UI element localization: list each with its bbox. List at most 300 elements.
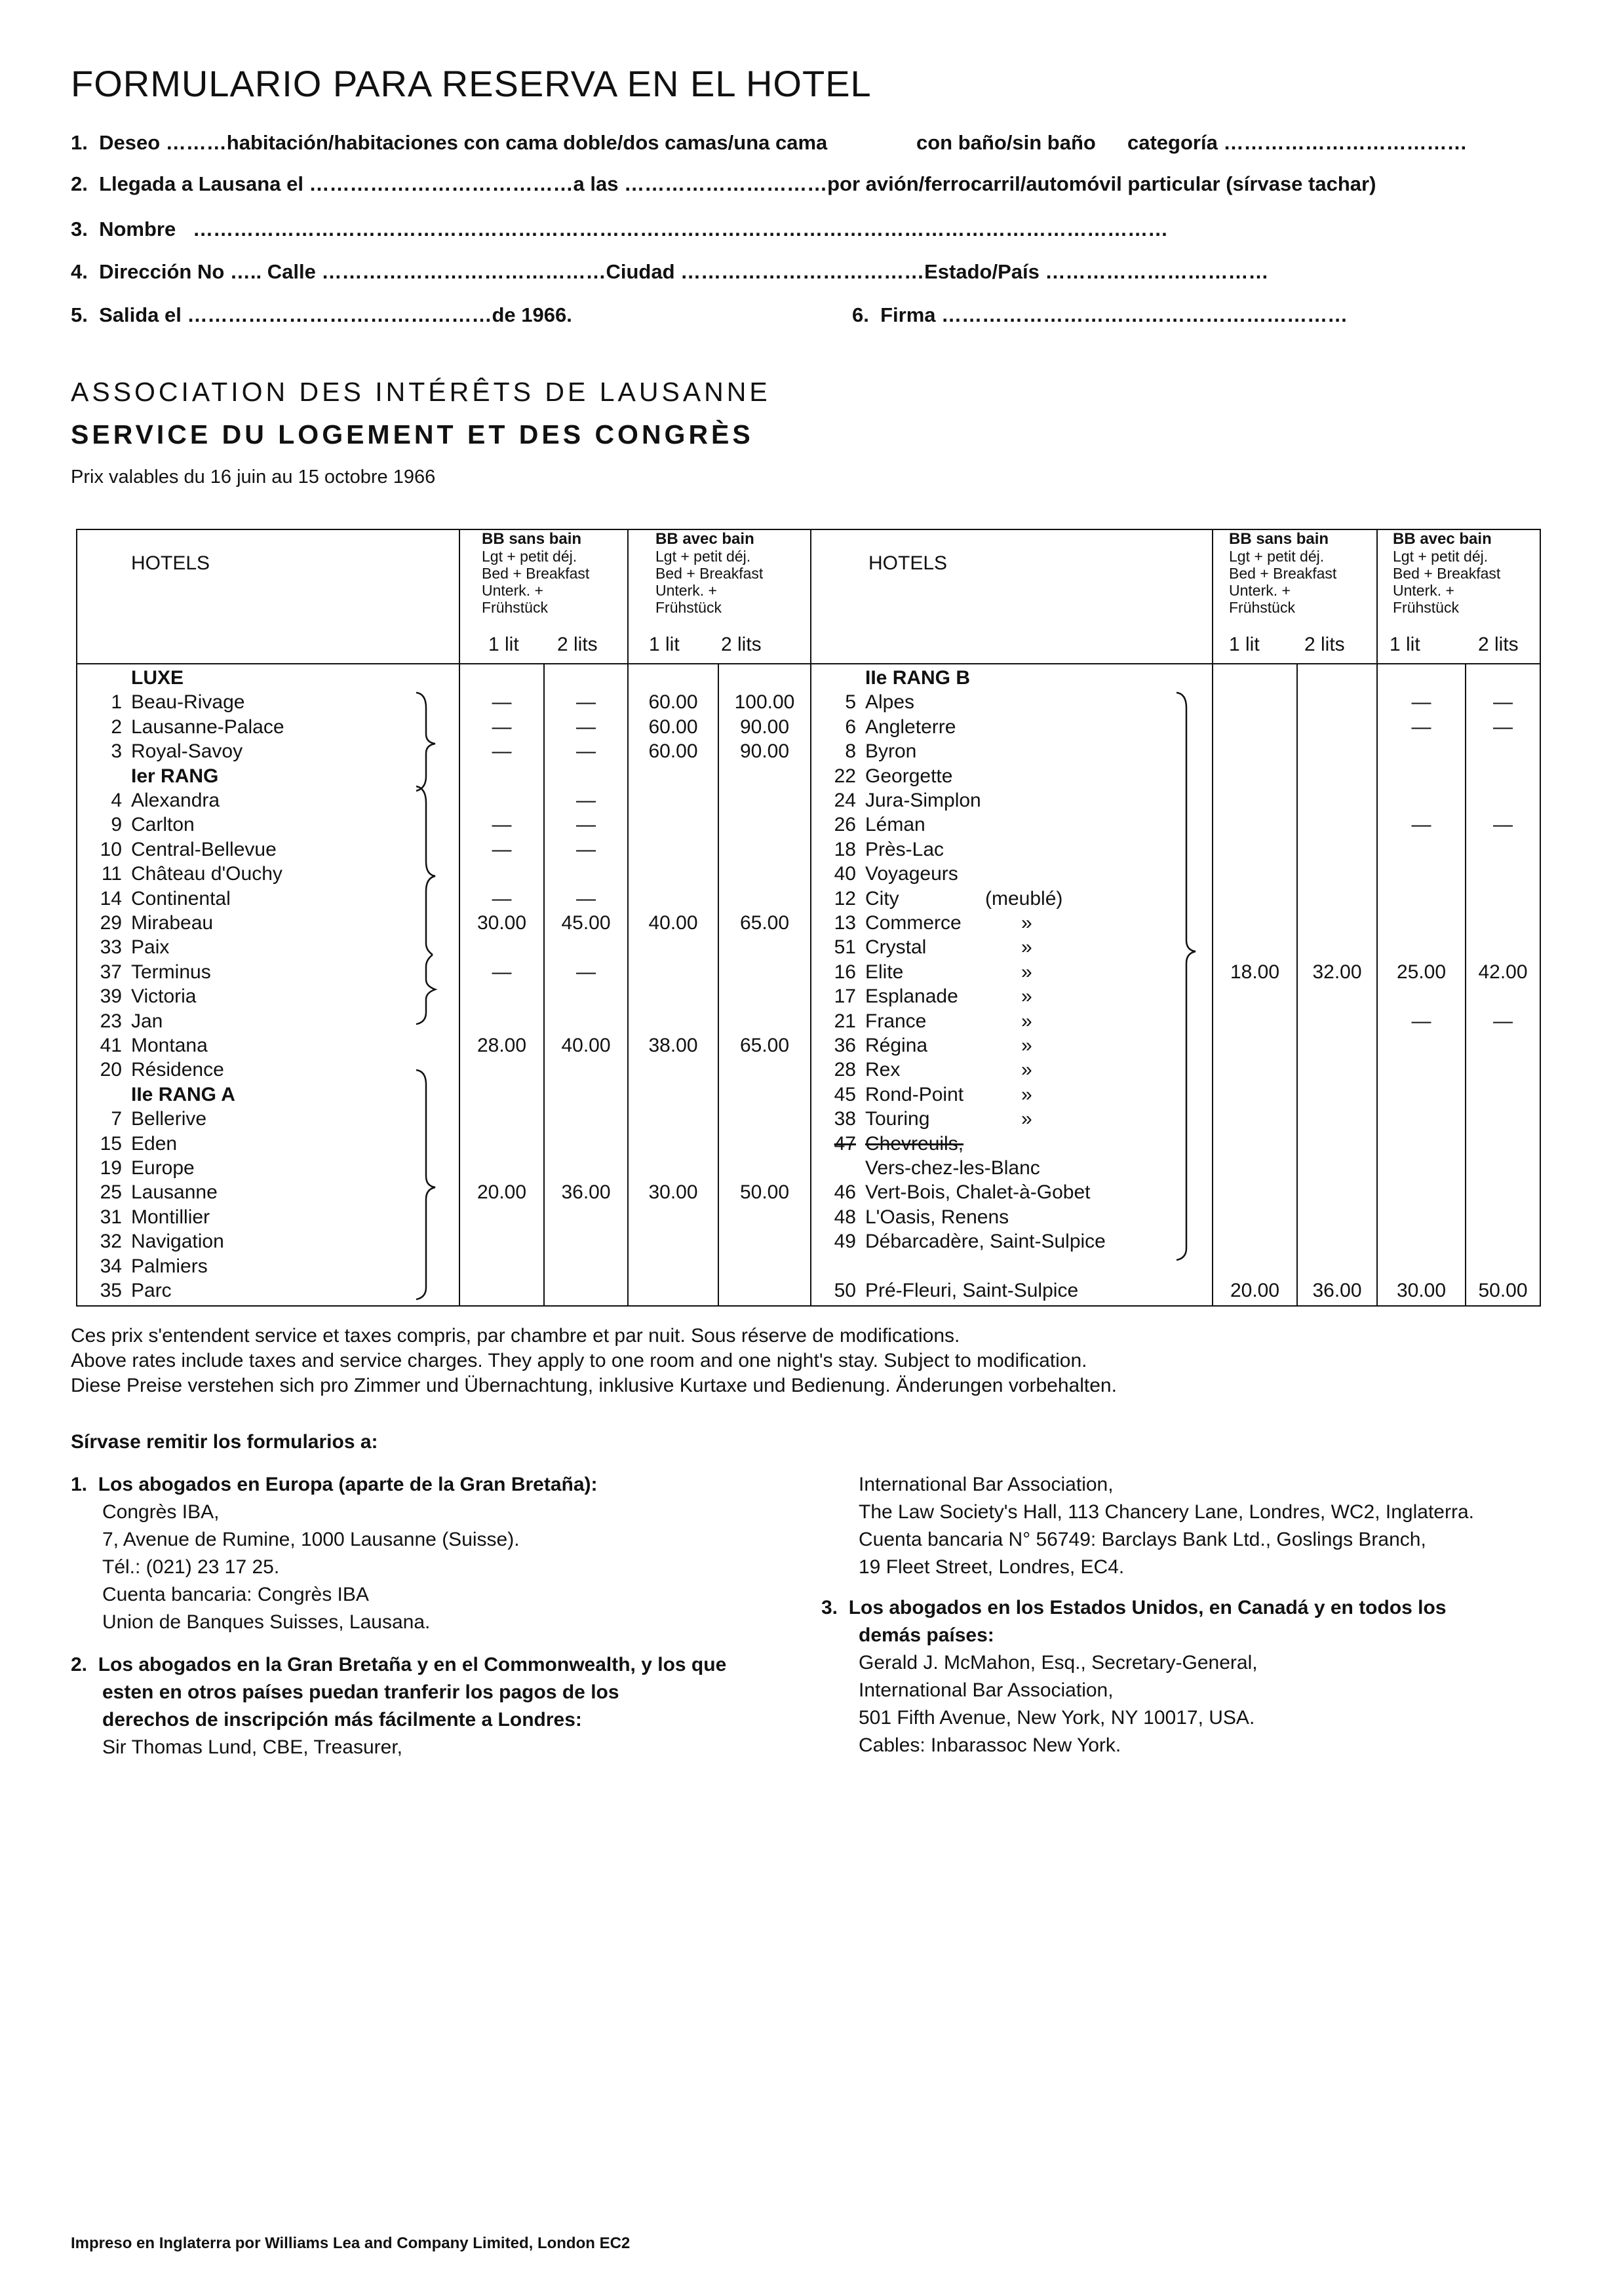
hotel-name: Commerce	[865, 912, 962, 934]
lit2-header: 2 lits	[1478, 634, 1519, 655]
hotel-name: Jan	[131, 1010, 163, 1032]
col-title: BB avec bain	[655, 530, 754, 548]
dash-cell: —	[492, 716, 512, 738]
signature-field: Firma ……………………………………………………	[880, 303, 1348, 326]
dash-cell: —	[576, 691, 596, 714]
hotel-name: Rond-Point	[865, 1083, 964, 1105]
hotel-number: 35	[100, 1280, 122, 1301]
hotel-name: Beau-Rivage	[131, 691, 245, 714]
line-number: 1.	[71, 131, 88, 154]
col-sub: Frühstück	[655, 599, 722, 616]
dash-cell: —	[492, 961, 512, 983]
address-line: 501 Fifth Avenue, New York, NY 10017, USA.	[859, 1707, 1255, 1729]
name-field: ………………………………………………………………………………………………………………………………	[193, 218, 1169, 240]
hotel-number: 37	[100, 961, 122, 983]
hotel-number: 39	[100, 985, 122, 1008]
price-cell: 60.00	[648, 740, 698, 763]
hotel-row	[84, 1205, 210, 1229]
price-cell: 28.00	[477, 1035, 527, 1056]
dash-cell: —	[1411, 691, 1431, 714]
hotel-row	[818, 1132, 963, 1156]
hotel-row	[818, 1156, 1040, 1180]
arrival-field: Llegada a Lausana el …………………………………a las …………………………por avión/ferrocarril/automóvil particular (sírvase tachar)	[99, 172, 1376, 195]
form-line-5[interactable]	[71, 303, 572, 327]
hotel-number: 21	[834, 1010, 856, 1032]
hotel-name: Crystal	[865, 936, 927, 959]
col-divider	[1212, 529, 1213, 1307]
col-sub: Lgt + petit déj.	[655, 548, 751, 565]
address-line: 19 Fleet Street, Londres, EC4.	[859, 1556, 1125, 1578]
col-sub: Bed + Breakfast	[1229, 565, 1337, 582]
form-line-2[interactable]	[71, 172, 1376, 196]
price-cell: 32.00	[1312, 961, 1362, 983]
hotel-number: 26	[834, 814, 856, 836]
hotel-row	[818, 739, 916, 763]
dash-cell: —	[492, 740, 512, 763]
hotel-row	[818, 887, 1063, 911]
hotel-name: LUXE	[131, 667, 184, 689]
hotel-row	[84, 984, 197, 1008]
dash-cell: —	[1493, 716, 1513, 738]
item-address	[821, 1649, 1447, 1759]
hotel-note: »	[1021, 1035, 1032, 1056]
name-label: Nombre	[99, 218, 176, 240]
hotel-number: 10	[100, 838, 122, 860]
hotel-name: Georgette	[865, 765, 953, 787]
item-heading: Los abogados en Europa (aparte de la Gran Bretaña):	[98, 1474, 598, 1495]
hotel-number: 45	[834, 1083, 856, 1105]
hotel-number: 13	[834, 912, 856, 934]
col-sub: Unterk. +	[655, 582, 717, 599]
hotel-row	[818, 1107, 1032, 1131]
address-line: Congrès IBA,	[102, 1501, 220, 1523]
remit-item-2	[71, 1651, 726, 1761]
hotel-note: »	[1021, 985, 1032, 1008]
price-cell: 18.00	[1230, 961, 1280, 983]
hotel-row	[818, 1058, 1032, 1082]
price-cell: 50.00	[739, 1181, 790, 1204]
hotel-note: »	[1021, 912, 1032, 934]
price-cell: 50.00	[1478, 1280, 1528, 1301]
sub-col-divider	[1465, 663, 1466, 1307]
hotel-row	[818, 1082, 1032, 1107]
remit-item-2-continued	[859, 1471, 1474, 1581]
dash-cell: —	[576, 838, 596, 860]
hotel-note: »	[1021, 961, 1032, 983]
hotel-row	[818, 764, 952, 788]
item-heading: Los abogados en los Estados Unidos, en Canadá y en todos los	[848, 1597, 1447, 1618]
category-field[interactable]: categoría ………………………………	[1127, 131, 1468, 154]
price-cell: 36.00	[561, 1181, 611, 1204]
address-line: Cables: Inbarassoc New York.	[859, 1734, 1121, 1756]
dash-cell: —	[1493, 1010, 1513, 1032]
hotel-row	[84, 1033, 208, 1058]
dash-cell: —	[1493, 814, 1513, 836]
hotel-name: Elite	[865, 961, 904, 983]
hotel-row	[84, 1180, 218, 1204]
item-number: 2.	[71, 1654, 88, 1675]
grouping-braces-left	[413, 685, 439, 1307]
hotel-row	[818, 1254, 865, 1278]
col-sub: Bed + Breakfast	[482, 565, 590, 582]
hotel-name: Terminus	[131, 961, 211, 983]
bath-option[interactable]: con baño/sin baño	[916, 131, 1096, 154]
hotel-name: Léman	[865, 814, 925, 836]
rank-heading	[84, 1082, 235, 1107]
hotel-number: 28	[834, 1059, 856, 1081]
hotels-header-right: HOTELS	[868, 552, 948, 574]
item-address	[71, 1734, 726, 1761]
hotel-name: IIe RANG B	[865, 667, 971, 689]
hotel-name: Chevreuils,	[865, 1132, 964, 1155]
line-number: 2.	[71, 172, 88, 195]
hotel-note: »	[1021, 1059, 1032, 1081]
remit-item-3	[821, 1594, 1447, 1759]
lit1-header: 1 lit	[649, 634, 680, 655]
item-heading: derechos de inscripción más fácilmente a Londres:	[102, 1709, 582, 1731]
hotel-row	[84, 1009, 163, 1033]
item-address	[71, 1499, 598, 1636]
form-line-4[interactable]	[71, 260, 1268, 284]
hotel-name: Paix	[131, 936, 170, 959]
address-line: Tél.: (021) 23 17 25.	[102, 1556, 280, 1578]
grouping-brace-right	[1173, 685, 1199, 1261]
hotel-name: Angleterre	[865, 716, 956, 738]
line-number: 6.	[852, 303, 869, 326]
price-cell: 45.00	[561, 912, 611, 934]
address-line: Gerald J. McMahon, Esq., Secretary-General,	[859, 1652, 1258, 1674]
col-sub: Bed + Breakfast	[1393, 565, 1501, 582]
price-cell: 90.00	[739, 716, 790, 738]
hotels-header-left: HOTELS	[131, 552, 210, 574]
hotel-name: Alexandra	[131, 790, 220, 811]
hotel-name: France	[865, 1010, 927, 1032]
hotel-name: Continental	[131, 887, 231, 909]
dash-cell: —	[1411, 814, 1431, 836]
lit1-header: 1 lit	[1229, 634, 1260, 655]
hotel-name: Rex	[865, 1059, 901, 1081]
hotel-row	[84, 1229, 224, 1253]
hotel-name: Vers-chez-les-Blanc	[865, 1157, 1040, 1179]
price-cell: 20.00	[1230, 1280, 1280, 1301]
col-title: BB avec bain	[1393, 530, 1492, 548]
address-line: Union de Banques Suisses, Lausana.	[102, 1611, 431, 1633]
hotel-number: 20	[100, 1059, 122, 1081]
hotel-note: »	[1021, 1010, 1032, 1032]
price-cell: 65.00	[739, 1035, 790, 1056]
hotel-number: 2	[111, 716, 122, 738]
price-cell: 36.00	[1312, 1280, 1362, 1301]
form-line-3[interactable]	[71, 218, 1168, 241]
rank-heading	[84, 666, 184, 690]
hotel-number: 31	[100, 1206, 122, 1228]
price-cell: 38.00	[648, 1035, 698, 1056]
sans-bain-header-right	[1229, 531, 1336, 616]
price-cell: 42.00	[1478, 961, 1528, 983]
address-line: Cuenta bancaria: Congrès IBA	[102, 1584, 369, 1605]
prices-valid-note: Prix valables du 16 juin au 15 octobre 1966	[71, 467, 436, 488]
lit2-header: 2 lits	[721, 634, 762, 655]
note-en: Above rates include taxes and service charges. They apply to one room and one night's stay. Subject to modification.	[71, 1350, 1087, 1371]
hotel-row	[84, 862, 282, 886]
item-heading: Los abogados en la Gran Bretaña y en el Commonwealth, y los que	[98, 1654, 727, 1675]
hotel-row	[818, 1009, 1032, 1033]
hotel-row	[84, 1278, 172, 1303]
price-cell: 100.00	[734, 691, 795, 714]
hotel-row	[818, 788, 981, 813]
col-title: BB sans bain	[482, 530, 582, 548]
hotel-row	[818, 690, 914, 714]
header-rule	[76, 663, 1541, 664]
hotel-number: 5	[845, 691, 856, 714]
hotel-name: Bellerive	[131, 1108, 207, 1130]
hotel-name: Vert-Bois, Chalet-à-Gobet	[865, 1181, 1091, 1204]
hotel-number: 23	[100, 1010, 122, 1032]
price-cell: 30.00	[1396, 1280, 1447, 1301]
hotel-note: »	[1021, 936, 1032, 959]
hotel-name: Débarcadère, Saint-Sulpice	[865, 1231, 1106, 1253]
hotel-number: 6	[845, 716, 856, 738]
price-cell: 30.00	[477, 912, 527, 934]
hotel-number: 8	[845, 740, 856, 763]
hotel-number: 50	[834, 1280, 856, 1301]
hotel-row	[818, 911, 1032, 935]
hotel-row	[84, 1058, 224, 1082]
hotel-number: 1	[111, 691, 122, 714]
hotel-name: Montillier	[131, 1206, 210, 1228]
price-notes	[71, 1324, 1117, 1398]
dash-cell: —	[576, 887, 596, 909]
avec-bain-header-left	[655, 531, 763, 616]
lit1-header: 1 lit	[1390, 634, 1420, 655]
dash-cell: —	[576, 740, 596, 763]
sub-col-divider	[1296, 663, 1298, 1307]
hotel-row	[84, 715, 284, 739]
hotel-name: Ier RANG	[131, 765, 219, 787]
hotel-number: 38	[834, 1108, 856, 1130]
price-cell: 40.00	[561, 1035, 611, 1056]
hotel-row	[818, 960, 1032, 984]
price-cell: 30.00	[648, 1181, 698, 1204]
hotel-note: (meublé)	[985, 887, 1063, 909]
dash-cell: —	[492, 838, 512, 860]
hotel-row	[818, 862, 958, 886]
form-line-6[interactable]	[852, 303, 1348, 327]
hotel-name: Parc	[131, 1280, 172, 1301]
hotel-name: Royal-Savoy	[131, 740, 243, 763]
rank-heading	[84, 764, 218, 788]
hotel-row	[84, 788, 220, 813]
hotel-number: 14	[100, 887, 122, 909]
hotel-number: 12	[834, 887, 856, 909]
price-cell: 40.00	[648, 912, 698, 934]
hotel-row	[84, 1107, 206, 1131]
price-cell: 60.00	[648, 716, 698, 738]
hotel-name: L'Oasis, Renens	[865, 1206, 1009, 1228]
sans-bain-header-left	[482, 531, 589, 616]
hotel-row	[84, 1132, 177, 1156]
hotel-name: Byron	[865, 740, 917, 763]
hotel-row	[818, 715, 956, 739]
hotel-row	[84, 960, 211, 984]
association-title: ASSOCIATION DES INTÉRÊTS DE LAUSANNE	[71, 377, 771, 407]
hotel-name: Palmiers	[131, 1255, 208, 1277]
lit2-header: 2 lits	[1304, 634, 1345, 655]
item-number: 3.	[821, 1597, 838, 1618]
hotel-row	[84, 690, 244, 714]
hotel-name: Château d'Ouchy	[131, 863, 282, 885]
dash-cell: —	[1411, 716, 1431, 738]
hotel-number: 11	[101, 863, 122, 885]
hotel-name: Eden	[131, 1132, 178, 1155]
price-cell: 60.00	[648, 691, 698, 714]
hotel-number: 40	[834, 863, 856, 885]
line-number: 5.	[71, 303, 88, 326]
rooms-count-field: Deseo ………	[99, 131, 227, 154]
hotel-name: City	[865, 887, 899, 909]
room-type-label: habitación/habitaciones con cama doble/dos camas/una cama	[226, 131, 828, 154]
line-number: 3.	[71, 218, 88, 240]
col-sub: Frühstück	[1229, 599, 1295, 616]
hotel-name: Lausanne	[131, 1181, 218, 1204]
hotel-row	[84, 1254, 208, 1278]
col-sub: Lgt + petit déj.	[482, 548, 577, 565]
note-de: Diese Preise verstehen sich pro Zimmer und Übernachtung, inklusive Kurtaxe und Bedienung. Änderungen vorbehalten.	[71, 1375, 1117, 1396]
hotel-name: Lausanne-Palace	[131, 716, 284, 738]
lit2-header: 2 lits	[557, 634, 598, 655]
hotel-row	[818, 1033, 1032, 1058]
hotel-row	[818, 1278, 1078, 1303]
hotel-number: 41	[100, 1035, 122, 1056]
hotel-number: 4	[111, 790, 122, 811]
hotel-number: 36	[834, 1035, 856, 1056]
hotel-name: Mirabeau	[131, 912, 214, 934]
dash-cell: —	[576, 814, 596, 836]
hotel-row	[818, 984, 1032, 1008]
col-sub: Unterk. +	[482, 582, 543, 599]
address-line: Sir Thomas Lund, CBE, Treasurer,	[102, 1736, 402, 1758]
hotel-name: Europe	[131, 1157, 195, 1179]
price-cell: 20.00	[477, 1181, 527, 1204]
hotel-name: Montana	[131, 1035, 208, 1056]
hotel-name: IIe RANG A	[131, 1083, 235, 1105]
hotel-number: 22	[834, 765, 856, 787]
dash-cell: —	[492, 887, 512, 909]
hotel-row	[818, 1180, 1091, 1204]
address-line: Cuenta bancaria N° 56749: Barclays Bank Ltd., Goslings Branch,	[859, 1529, 1426, 1550]
dash-cell: —	[576, 716, 596, 738]
price-cell: 65.00	[739, 912, 790, 934]
form-line-1[interactable]	[71, 131, 827, 155]
hotel-name: Régina	[865, 1035, 928, 1056]
hotel-number: 47	[834, 1132, 856, 1155]
hotel-number: 9	[111, 814, 122, 836]
address-line: The Law Society's Hall, 113 Chancery Lane, Londres, WC2, Inglaterra.	[859, 1501, 1474, 1523]
dash-cell: —	[576, 961, 596, 983]
hotel-name: Pré-Fleuri, Saint-Sulpice	[865, 1280, 1079, 1301]
hotel-row	[84, 739, 243, 763]
address-line: 7, Avenue de Rumine, 1000 Lausanne (Suisse).	[102, 1529, 520, 1550]
hotel-name: Jura-Simplon	[865, 790, 981, 811]
dash-cell: —	[1493, 691, 1513, 714]
col-sub: Lgt + petit déj.	[1393, 548, 1489, 565]
hotel-note: »	[1021, 1108, 1032, 1130]
hotel-number: 3	[111, 740, 122, 763]
hotel-number: 51	[834, 936, 856, 959]
hotel-number: 48	[834, 1206, 856, 1228]
departure-field: Salida el ………………………………………de 1966.	[99, 303, 572, 326]
dash-cell: —	[492, 814, 512, 836]
hotel-number: 16	[834, 961, 856, 983]
price-cell: 25.00	[1396, 961, 1447, 983]
service-title: SERVICE DU LOGEMENT ET DES CONGRÈS	[71, 419, 754, 450]
hotel-name: Près-Lac	[865, 838, 944, 860]
hotel-name: Victoria	[131, 985, 197, 1008]
hotel-number: 15	[100, 1132, 122, 1155]
hotel-number: 49	[834, 1231, 856, 1253]
hotel-number: 7	[111, 1108, 122, 1130]
hotel-name: Alpes	[865, 691, 915, 714]
price-cell: 90.00	[739, 740, 790, 763]
rank-heading	[818, 666, 970, 690]
hotel-number: 32	[100, 1231, 122, 1253]
form-title: FORMULARIO PARA RESERVA EN EL HOTEL	[71, 63, 872, 104]
remit-heading: Sírvase remitir los formularios a:	[71, 1431, 378, 1453]
hotel-row	[84, 887, 231, 911]
hotel-row	[84, 837, 277, 862]
col-sub: Unterk. +	[1229, 582, 1291, 599]
hotel-number: 33	[100, 936, 122, 959]
hotel-row	[818, 1205, 1009, 1229]
hotel-number: 25	[100, 1181, 122, 1204]
hotel-name: Navigation	[131, 1231, 224, 1253]
col-sub: Lgt + petit déj.	[1229, 548, 1325, 565]
avec-bain-header-right	[1393, 531, 1500, 616]
address-line: International Bar Association,	[859, 1679, 1114, 1701]
item-heading: demás países:	[859, 1624, 994, 1646]
lit1-header: 1 lit	[488, 634, 519, 655]
note-fr: Ces prix s'entendent service et taxes compris, par chambre et par nuit. Sous réserve de modifications.	[71, 1325, 960, 1347]
address-line: International Bar Association,	[859, 1474, 1114, 1495]
hotel-name: Résidence	[131, 1059, 224, 1081]
hotel-row	[818, 935, 1032, 959]
hotel-number: 18	[834, 838, 856, 860]
hotel-number: 29	[100, 912, 122, 934]
hotel-row	[84, 911, 213, 935]
hotel-number: 46	[834, 1181, 856, 1204]
hotel-row	[84, 813, 195, 837]
hotel-row	[84, 1156, 195, 1180]
address-field: Dirección No ….. Calle ……………………………………Ciudad ………………………………Estado/País ……………………………	[99, 260, 1269, 283]
col-divider	[810, 529, 811, 1307]
col-sub: Bed + Breakfast	[655, 565, 764, 582]
col-sub: Frühstück	[482, 599, 548, 616]
hotel-name: Esplanade	[865, 985, 958, 1008]
col-sub: Frühstück	[1393, 599, 1459, 616]
hotel-number: 24	[834, 790, 856, 811]
col-sub: Unterk. +	[1393, 582, 1454, 599]
hotel-row	[818, 1229, 1106, 1253]
item-number: 1.	[71, 1474, 88, 1495]
hotel-note: »	[1021, 1083, 1032, 1105]
line-number: 4.	[71, 260, 88, 283]
col-title: BB sans bain	[1229, 530, 1329, 548]
hotel-row	[818, 813, 925, 837]
item-heading: esten en otros países puedan tranferir los pagos de los	[102, 1681, 619, 1703]
hotel-name: Touring	[865, 1108, 930, 1130]
hotel-name: Central-Bellevue	[131, 838, 277, 860]
hotel-number: 17	[834, 985, 856, 1008]
